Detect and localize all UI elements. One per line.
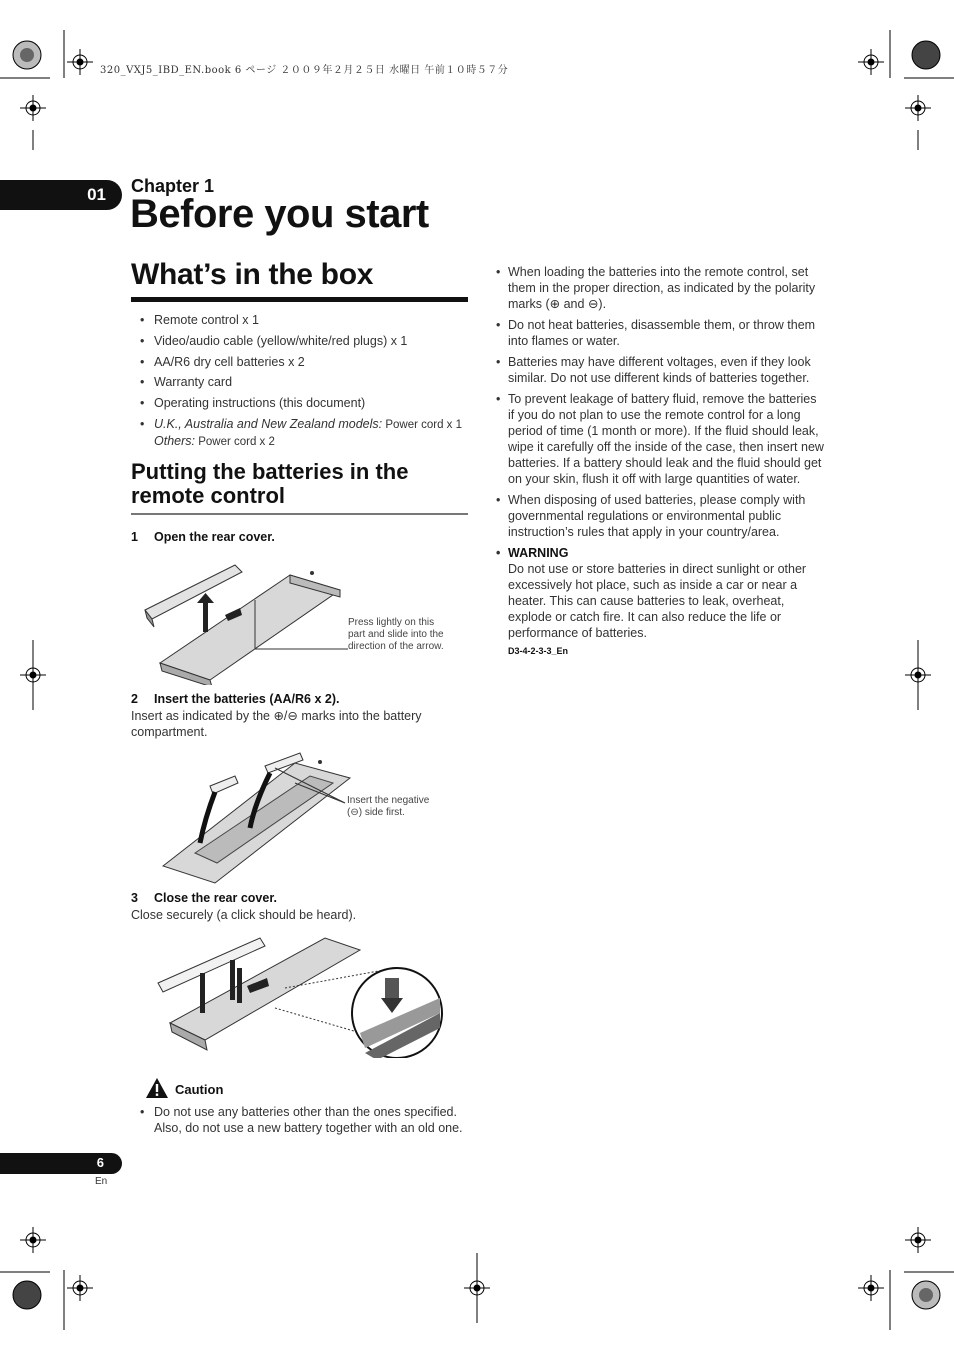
caution-heading: Caution — [145, 1077, 223, 1102]
list-item: • When loading the batteries into the remote control, set them in the proper direction, as indicated by the polarity marks (⊕ and ⊖). — [495, 264, 825, 312]
uk-models-label: U.K., Australia and New Zealand models: — [154, 416, 383, 431]
warning-title: • WARNING — [508, 546, 569, 560]
list-item: • Batteries may have different voltages, even if they look similar. Do not use different kinds of batteries together. — [495, 354, 825, 386]
step-1-title: 1 Open the rear cover. — [131, 530, 275, 544]
battery-notes — [495, 264, 825, 656]
uk-models-value: Power cord x 1 — [382, 418, 463, 431]
subsection-title: Putting the batteries in the remote control — [131, 459, 409, 508]
list-item: • To prevent leakage of battery fluid, remove the batteries if you do not plan to use the remote control for a long period of time (1 month or more). If the fluid should leak, wipe it carefully off the inside of the case, then insert new batteries. If a battery should leak and the fluid should get on your skin, flush it off with large quantities of water. — [495, 391, 825, 487]
step-1-callout: Press lightly on this part and slide into the direction of the arrow. — [348, 617, 444, 652]
chapter-number-tab — [0, 180, 122, 210]
page-number-tab — [0, 1153, 122, 1174]
warning-item — [495, 545, 825, 641]
list-item: • Remote control x 1 — [140, 312, 470, 328]
list-item: • Do not heat batteries, disassemble them, or throw them into flames or water. — [495, 317, 825, 349]
others-value: Power cord x 2 — [195, 435, 275, 448]
subsection-rule — [131, 513, 468, 515]
step-2-title: 2 Insert the batteries (AA/R6 x 2). — [131, 692, 340, 706]
box-contents-list — [140, 312, 470, 455]
list-item: • Warranty card — [140, 374, 470, 390]
warning-text: Do not use or store batteries in direct sunlight or other excessively hot place, such as inside a car or near a heater. This can cause batteries to leak, overheat, explode or catch fire. It can also reduce the life or performance of batteries. — [508, 562, 807, 640]
section-rule — [131, 297, 468, 302]
caution-list — [140, 1104, 468, 1141]
remote-close-cover-illustration — [155, 928, 445, 1058]
step-3-text: Close securely (a click should be heard). — [131, 908, 357, 922]
print-header: 320_VXJ5_IBD_EN.book 6 ページ ２００９年２月２５日 水曜日 午前１０時５７分 — [100, 65, 509, 76]
step-3-title: 3 Close the rear cover. — [131, 891, 277, 905]
others-label: Others: — [154, 433, 195, 448]
page-language: En — [95, 1176, 108, 1187]
list-item-power-cord — [140, 416, 470, 450]
chapter-number: 01 — [87, 185, 106, 204]
document-code: D3-4-2-3-3_En — [508, 646, 569, 656]
list-item: • AA/R6 dry cell batteries x 2 — [140, 354, 470, 370]
warning-triangle-icon — [145, 1077, 169, 1102]
list-item: • Video/audio cable (yellow/white/red plugs) x 1 — [140, 333, 470, 349]
chapter-label: Chapter 1 — [131, 176, 215, 196]
step-2-callout: Insert the negative (⊖) side first. — [347, 795, 430, 818]
step-2-text: Insert as indicated by the ⊕/⊖ marks into the battery compartment. — [131, 709, 422, 739]
list-item: • Operating instructions (this document) — [140, 395, 470, 411]
page-number: 6 — [96, 1155, 104, 1170]
chapter-title: Before you start — [130, 192, 429, 236]
remote-insert-batteries-illustration — [155, 748, 355, 886]
list-item: • Do not use any batteries other than the ones specified. Also, do not use a new battery together with an old one. — [140, 1104, 468, 1136]
remote-open-cover-illustration — [140, 555, 350, 685]
section-title: What’s in the box — [131, 258, 374, 291]
list-item: • When disposing of used batteries, please comply with governmental regulations or environmental public instruction’s rules that apply in your country/area. — [495, 492, 825, 540]
